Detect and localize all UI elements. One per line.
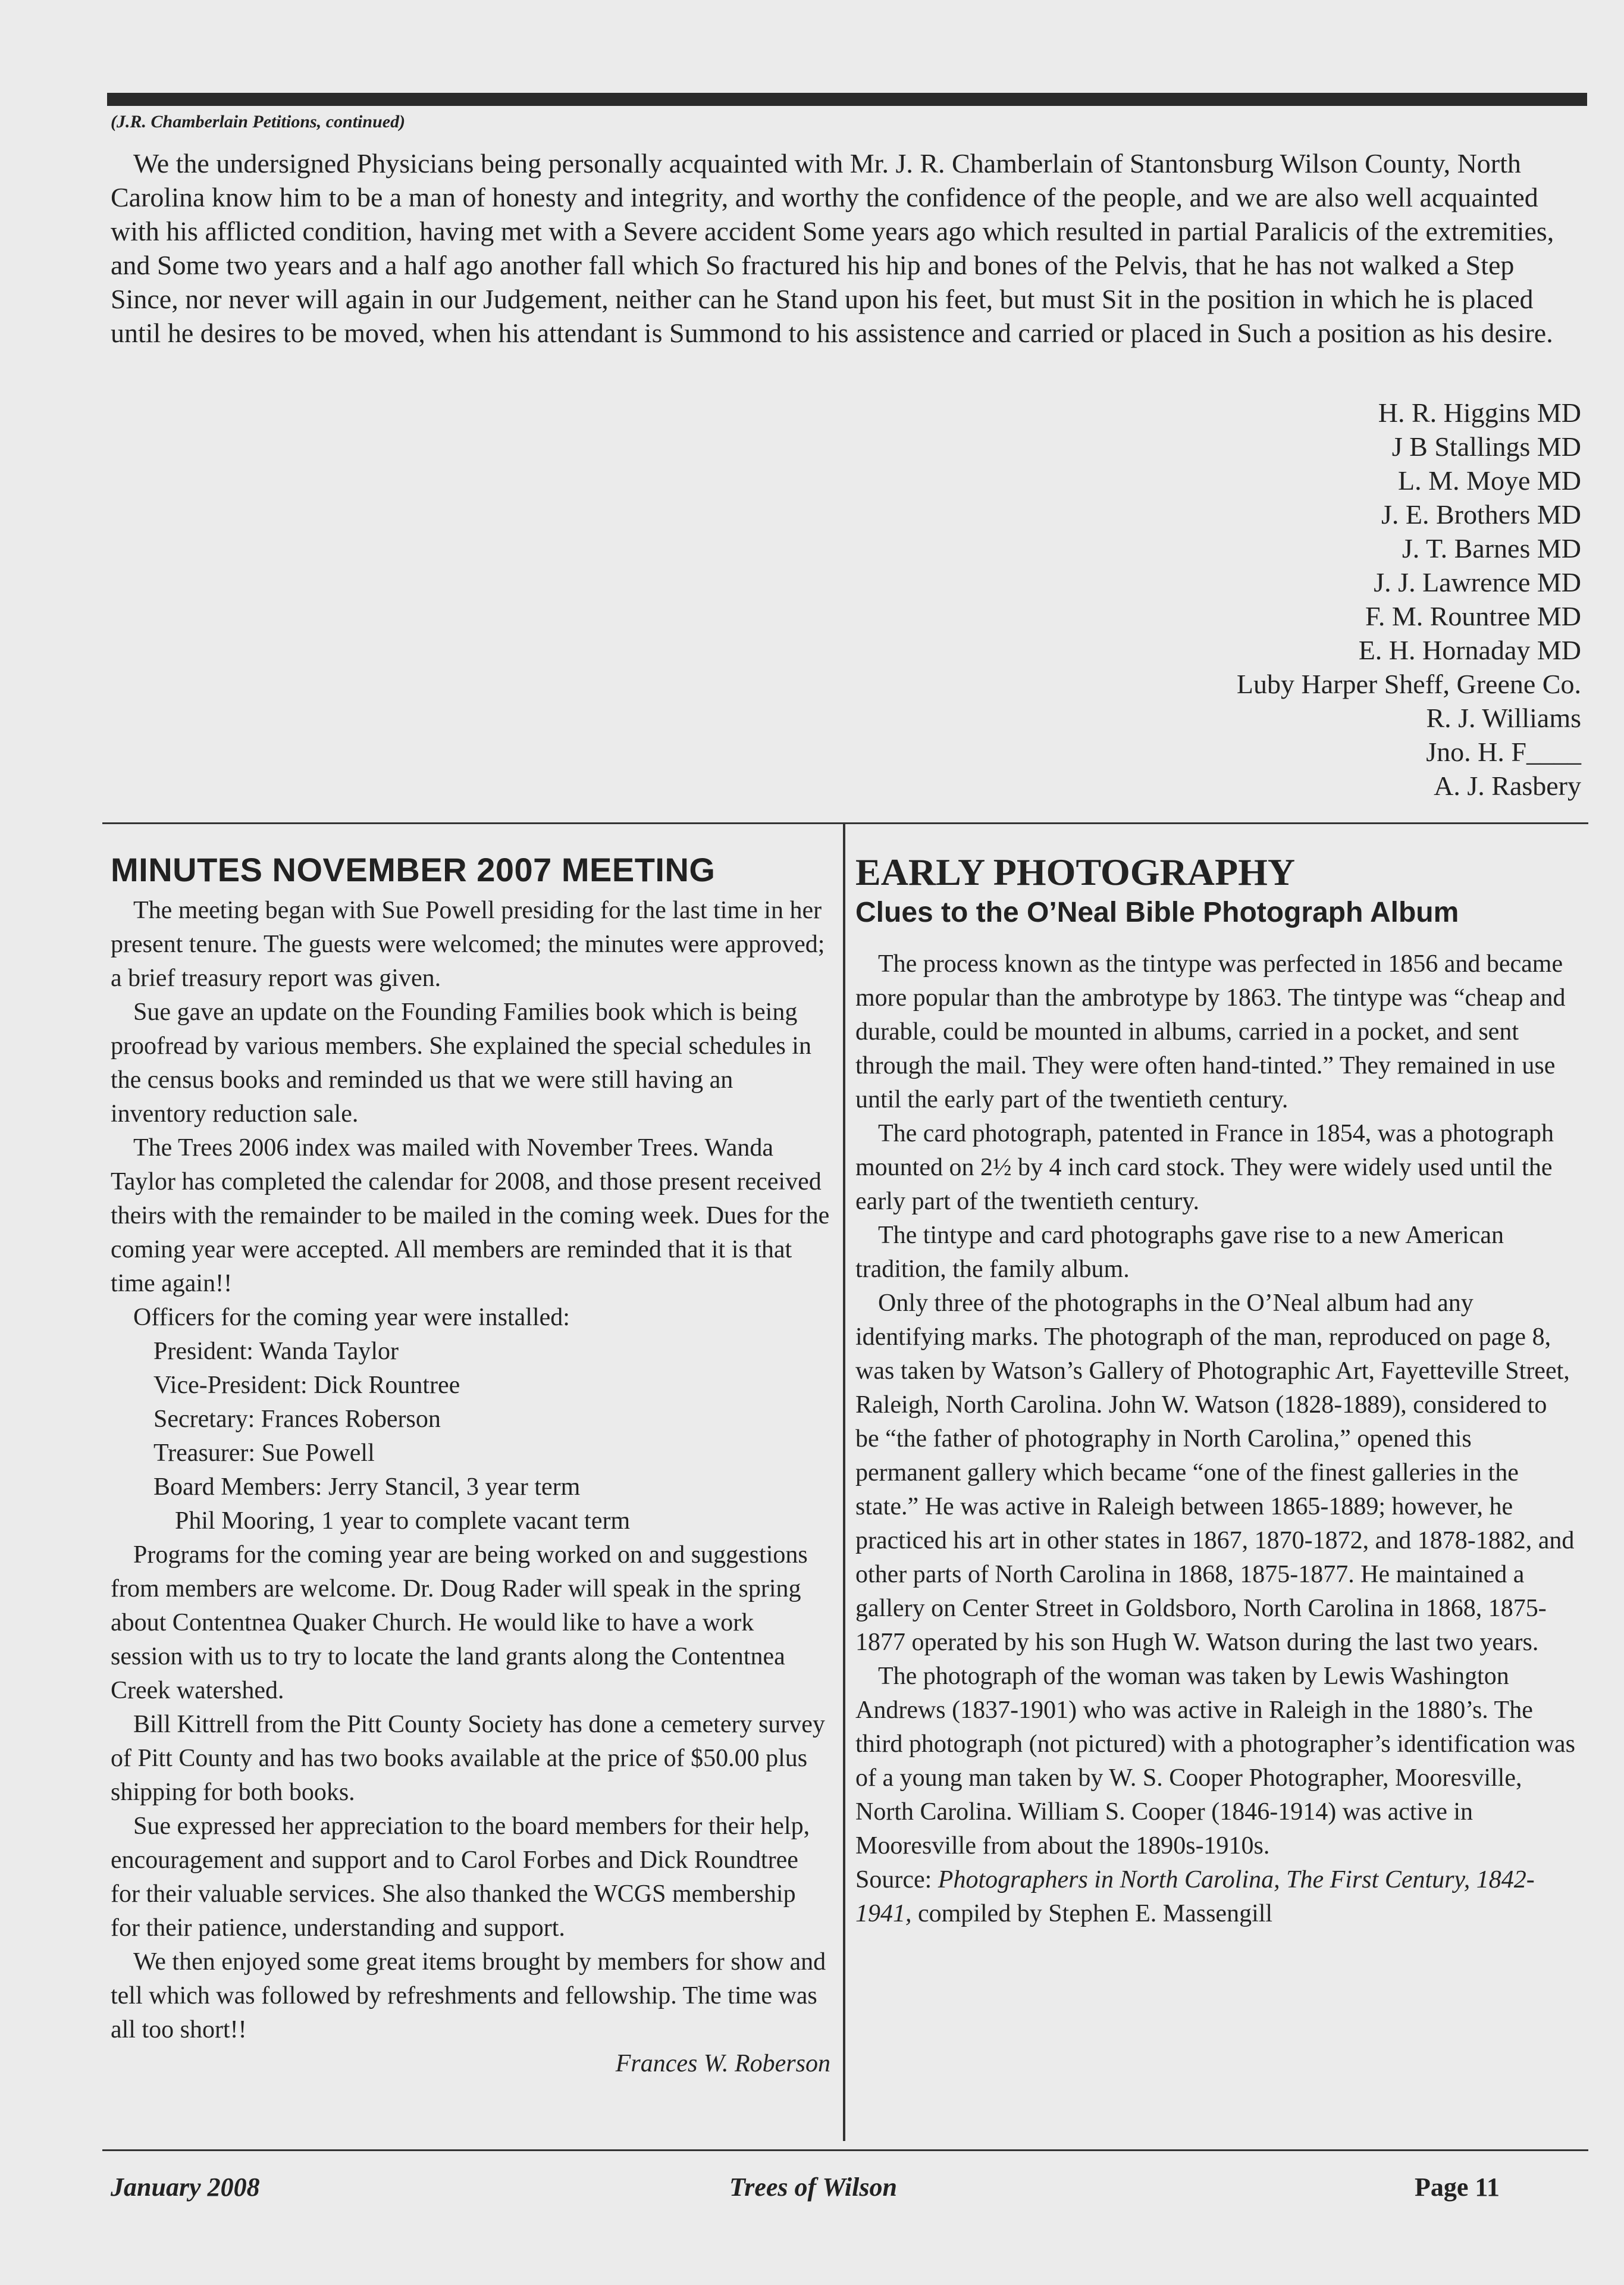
column-divider (843, 822, 845, 2141)
minutes-signature: Frances W. Roberson (615, 2050, 830, 2077)
minutes-paragraph: The Trees 2006 index was mailed with November Trees. Wanda Taylor has completed the calendar for 2008, and those present received theirs with the remainder to be mailed in the coming week. Dues for the coming year were accepted. All members are reminded that it is that time again!! (111, 1134, 830, 1297)
officer-line: Secretary: Frances Roberson (153, 1406, 441, 1433)
signature-list (1046, 396, 1581, 803)
signature-line: F. M. Rountree MD (1365, 601, 1581, 631)
petition-text: We the undersigned Physicians being personally acquainted with Mr. J. R. Chamberlain of Stantonsburg Wilson County, North Carolina know him to be a man of honesty and integrity, and worthy the confidence of the people, and we are also well acquainted with his afflicted condition, having met with a Severe accident Some years ago which resulted in partial Paralicis of the extremities, and Some two years and a half ago another fall which So fractured his hip and bones of the Pelvis, that he has not walked a Step Since, nor never will again in our Judgement, neither can he Stand upon his feet, but must Sit in the position in which he is placed until he desires to be moved, when his attendant is Summond to his assistence and carried or placed in Such a position as his desire. (111, 148, 1554, 348)
minutes-paragraph: Bill Kittrell from the Pitt County Society has done a cemetery survey of Pitt County and has two books available at the price of $50.00 plus shipping for both books. (111, 1711, 825, 1806)
photography-paragraph: The tintype and card photographs gave rise to a new American tradition, the family album. (855, 1222, 1504, 1283)
signature-line: A. J. Rasbery (1434, 771, 1581, 801)
photography-subtitle: Clues to the O’Neal Bible Photograph Album (855, 897, 1459, 928)
source-rest: compiled by Stephen E. Massengill (918, 1900, 1273, 1927)
continued-label: (J.R. Chamberlain Petitions, continued) (111, 112, 406, 132)
footer-publication: Trees of Wilson (729, 2173, 897, 2202)
photography-source (855, 1863, 1576, 1931)
signature-line: E. H. Hornaday MD (1358, 635, 1581, 665)
footer-page-number: Page 11 (1415, 2173, 1500, 2202)
minutes-paragraph: We then enjoyed some great items brought by members for show and tell which was followed by refreshments and fellowship. The time was all too short!! (111, 1948, 826, 2043)
signature-line: J. T. Barnes MD (1402, 533, 1581, 564)
photography-paragraph: Only three of the photographs in the O’Neal album had any identifying marks. The photograph of the man, reproduced on page 8, was taken by Watson’s Gallery of Photographic Art, Fayetteville Street, Raleigh, North Carolina. John W. Watson (1828-1889), considered to be “the father of photography in North Carolina,” opened this permanent gallery which became “one of the finest galleries in the state.” He was active in Raleigh between 1865-1889; however, he practiced his art in other states in 1867, 1870-1872, and 1878-1882, and other parts of North Carolina in 1868, 1875-1877. He maintained a gallery on Center Street in Goldsboro, North Carolina in 1868, 1875-1877 operated by his son Hugh W. Watson during the last two years. (855, 1289, 1575, 1656)
minutes-section (111, 851, 830, 2081)
minutes-paragraph: Officers for the coming year were installed: (133, 1304, 570, 1331)
officer-line: Board Members: Jerry Stancil, 3 year term (153, 1473, 581, 1501)
section-divider (102, 822, 1588, 824)
photography-paragraph: The photograph of the woman was taken by Lewis Washington Andrews (1837-1901) who was active in Raleigh in the 1880’s. The third photograph (not pictured) with a photographer’s identification was of a young man taken by W. S. Cooper Photographer, Mooresville, North Carolina. William S. Cooper (1846-1914) was active in Mooresville from about the 1890s-1910s. (855, 1663, 1575, 1860)
photography-paragraph: The process known as the tintype was perfected in 1856 and became more popular than the ambrotype by 1863. The tintype was “cheap and durable, could be mounted in albums, carried in a pocket, and sent through the mail. They were often hand-tinted.” They remained in use until the early part of the twentieth century. (855, 950, 1566, 1113)
signature-line: Luby Harper Sheff, Greene Co. (1236, 669, 1581, 699)
officer-line: Phil Mooring, 1 year to complete vacant term (175, 1507, 631, 1535)
signature-line: J B Stallings MD (1391, 431, 1581, 462)
source-label: Source: (855, 1866, 932, 1893)
signature-line: R. J. Williams (1426, 703, 1581, 733)
officer-line: Treasurer: Sue Powell (153, 1439, 375, 1467)
signature-line: J. J. Lawrence MD (1374, 567, 1581, 597)
signature-line: L. M. Moye MD (1398, 465, 1581, 496)
photography-title: EARLY PHOTOGRAPHY (855, 851, 1296, 893)
footer-date: January 2008 (111, 2173, 260, 2202)
minutes-paragraph: Sue gave an update on the Founding Families book which is being proofread by various members. She explained the special schedules in the census books and reminded us that we were still having an inventory reduction sale. (111, 998, 811, 1128)
top-rule (107, 93, 1587, 106)
minutes-paragraph: Sue expressed her appreciation to the board members for their help, encouragement and support and to Carol Forbes and Dick Roundtree for their valuable services. She also thanked the WCGS membership for their patience, understanding and support. (111, 1813, 810, 1942)
photography-section (855, 851, 1576, 1931)
officer-line: Vice-President: Dick Rountree (153, 1372, 460, 1399)
signature-line: J. E. Brothers MD (1381, 499, 1581, 530)
source-title: Photographers in North Carolina, The First Century, 1842-1941, (855, 1866, 1535, 1927)
officer-line: President: Wanda Taylor (153, 1338, 399, 1365)
signature-line: H. R. Higgins MD (1378, 397, 1581, 428)
minutes-paragraph: Programs for the coming year are being worked on and suggestions from members are welcome. Dr. Doug Rader will speak in the spring about Contentnea Quaker Church. He would like to have a work session with us to try to locate the land grants along the Contentnea Creek watershed. (111, 1541, 808, 1704)
signature-line: Jno. H. F____ (1426, 737, 1581, 767)
footer-rule (102, 2149, 1588, 2151)
minutes-title: MINUTES NOVEMBER 2007 MEETING (111, 851, 716, 888)
minutes-paragraph: The meeting began with Sue Powell presiding for the last time in her present tenure. The guests were welcomed; the minutes were approved; a brief treasury report was given. (111, 897, 825, 992)
photography-paragraph: The card photograph, patented in France in 1854, was a photograph mounted on 2½ by 4 inch card stock. They were widely used until the early part of the twentieth century. (855, 1120, 1554, 1215)
